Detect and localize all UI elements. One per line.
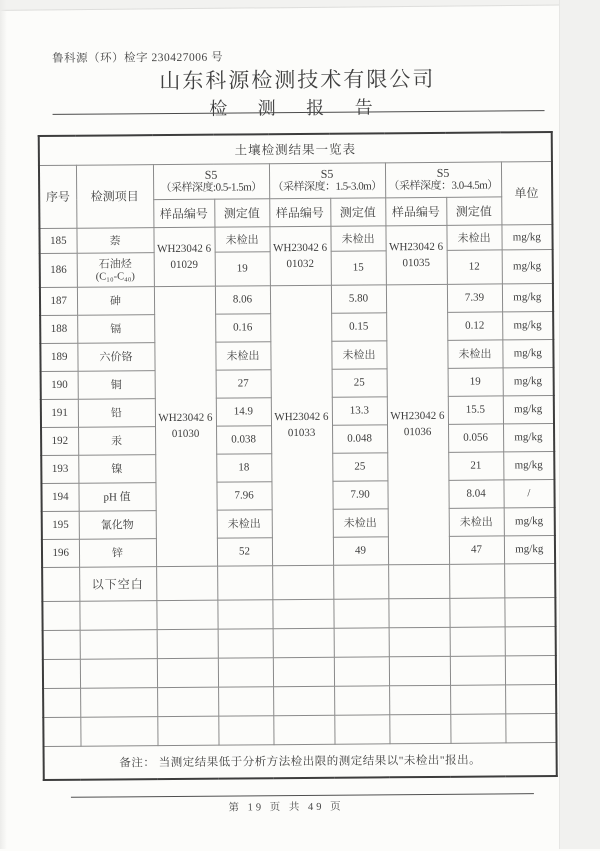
empty-row	[43, 713, 556, 746]
col-header-seq: 序号	[39, 165, 76, 228]
col-header-unit: 单位	[501, 161, 553, 224]
item-cell	[77, 252, 154, 287]
empty-cell	[156, 566, 217, 600]
empty-cell	[449, 597, 504, 626]
empty-cell	[333, 598, 388, 627]
value-cell: 0.056	[448, 423, 503, 451]
value-cell: 未检出	[446, 224, 501, 249]
empty-cell	[273, 686, 334, 715]
unit-cell: mg/kg	[503, 423, 554, 451]
value-cell: 0.16	[215, 313, 270, 341]
item-cell: 汞	[78, 426, 155, 455]
value-cell: 未检出	[215, 341, 270, 369]
empty-row	[42, 597, 555, 630]
seq-cell: 191	[41, 399, 78, 427]
empty-row	[43, 655, 556, 688]
unit-cell: mg/kg	[501, 224, 552, 249]
empty-cell	[42, 567, 79, 601]
empty-cell	[80, 629, 157, 659]
value-cell: 7.96	[216, 481, 271, 509]
value-cell: 25	[332, 368, 387, 396]
empty-cell	[43, 688, 80, 717]
value-cell: 13.3	[332, 396, 387, 424]
value-cell: 19	[215, 251, 270, 285]
value-cell: 7.90	[332, 480, 387, 508]
page-number: 第 19 页 共 49 页	[228, 801, 344, 814]
empty-cell	[450, 684, 505, 713]
empty-cell	[389, 656, 450, 685]
value-cell: 未检出	[449, 507, 504, 535]
empty-cell	[388, 598, 449, 627]
sample-id-cell: WH23042 601035	[385, 225, 446, 284]
sample-id-cell: WH23042 601032	[269, 226, 330, 285]
value-cell: 未检出	[333, 508, 388, 536]
empty-cell	[218, 657, 273, 686]
table-row	[40, 283, 553, 315]
group-site-label: S5	[204, 167, 218, 182]
unit-cell: mg/kg	[504, 507, 555, 535]
empty-cell	[43, 630, 80, 659]
value-cell: 8.04	[448, 479, 503, 507]
empty-cell	[157, 687, 218, 716]
item-cell: 砷	[77, 286, 154, 315]
item-name: 石油烃	[98, 258, 132, 271]
empty-cell	[333, 564, 388, 598]
item-cell: 萘	[76, 227, 153, 253]
value-cell: 15.5	[448, 395, 503, 423]
empty-cell	[80, 687, 157, 717]
value-cell: 未检出	[214, 226, 269, 251]
value-cell: 0.12	[447, 311, 502, 339]
value-cell: 14.9	[216, 397, 271, 425]
empty-cell	[218, 715, 273, 744]
empty-cell	[43, 717, 80, 746]
item-cell: pH 值	[78, 482, 155, 511]
seq-cell: 187	[40, 287, 77, 315]
empty-cell	[157, 658, 218, 687]
unit-cell: mg/kg	[503, 395, 554, 423]
col-header-value: 测定值	[446, 196, 501, 224]
value-cell: 0.038	[216, 425, 271, 453]
col-header-sample-no: 样品编号	[153, 199, 214, 227]
blank-note-cell: 以下空白	[79, 566, 156, 601]
empty-cell	[273, 715, 334, 744]
empty-cell	[80, 716, 157, 746]
seq-cell: 188	[40, 315, 77, 343]
empty-cell	[449, 563, 504, 597]
seq-cell: 190	[41, 371, 78, 399]
value-cell: 19	[448, 367, 503, 395]
header-row-groups	[39, 161, 552, 200]
group-header-s5-depth3	[385, 161, 501, 197]
value-cell: 27	[216, 369, 271, 397]
value-cell: 8.06	[215, 285, 270, 313]
value-cell: 未检出	[331, 340, 386, 368]
empty-cell	[389, 627, 450, 656]
seq-cell: 193	[41, 455, 78, 483]
sample-id-cell: WH23042 601029	[153, 227, 214, 286]
item-cell: 六价铬	[77, 342, 154, 371]
unit-cell: mg/kg	[502, 283, 553, 311]
empty-cell	[218, 628, 273, 657]
empty-cell	[504, 563, 555, 597]
empty-cell	[272, 599, 333, 628]
empty-cell	[450, 626, 505, 655]
unit-cell: mg/kg	[502, 311, 553, 339]
empty-cell	[42, 601, 79, 630]
seq-cell: 194	[41, 483, 78, 511]
unit-cell: mg/kg	[502, 339, 553, 367]
empty-cell	[273, 628, 334, 657]
empty-cell	[79, 600, 156, 630]
unit-cell: mg/kg	[504, 535, 555, 563]
empty-cell	[505, 626, 556, 655]
group-header-s5-depth1	[153, 163, 269, 199]
value-cell: 21	[448, 451, 503, 479]
seq-cell: 196	[42, 539, 79, 567]
value-cell: 未检出	[217, 509, 272, 537]
empty-cell	[505, 655, 556, 684]
sample-id-cell: WH23042 601033	[270, 285, 333, 565]
seq-cell: 195	[42, 511, 79, 539]
empty-cell	[156, 600, 217, 629]
report-number: 鲁科源（环）检字 230427006 号	[52, 51, 224, 65]
empty-cell	[218, 686, 273, 715]
col-header-sample-no: 样品编号	[269, 198, 330, 226]
value-cell: 25	[332, 452, 387, 480]
empty-cell	[272, 565, 333, 599]
item-cell: 氰化物	[79, 510, 156, 539]
group-site-label: S5	[436, 165, 450, 180]
empty-cell	[450, 713, 505, 742]
empty-cell	[334, 714, 389, 743]
item-cell: 镉	[77, 314, 154, 343]
results-table	[38, 131, 558, 781]
seq-cell: 186	[40, 253, 77, 287]
value-cell: 7.39	[447, 283, 502, 311]
empty-cell	[388, 564, 449, 598]
group-depth-label: （采样深度：1.5-3.0m）	[272, 180, 382, 194]
unit-cell: mg/kg	[502, 249, 553, 283]
empty-cell	[80, 658, 157, 688]
value-cell: 18	[216, 453, 271, 481]
unit-cell: /	[503, 479, 554, 507]
seq-cell: 192	[41, 427, 78, 455]
company-name: 山东科源检测技术有限公司	[159, 66, 436, 94]
empty-cell	[389, 714, 450, 743]
value-cell: 5.80	[331, 284, 386, 312]
unit-cell: mg/kg	[503, 451, 554, 479]
group-site-label: S5	[320, 166, 334, 181]
value-cell: 52	[217, 537, 272, 565]
empty-cell	[157, 629, 218, 658]
value-cell: 未检出	[330, 225, 385, 250]
seq-cell: 185	[39, 228, 76, 253]
empty-cell	[43, 659, 80, 688]
empty-cell	[217, 565, 272, 599]
item-cell: 铜	[78, 370, 155, 399]
value-cell: 0.15	[331, 312, 386, 340]
empty-cell	[505, 684, 556, 713]
document-title: 检 测 报 告	[209, 97, 386, 119]
item-formula: (C₁₀-C₄₀)	[95, 271, 135, 283]
empty-cell	[505, 713, 556, 742]
group-header-s5-depth2	[269, 162, 385, 198]
empty-cell	[450, 655, 505, 684]
empty-row	[43, 626, 556, 659]
table-title: 土壤检测结果一览表	[39, 132, 552, 165]
group-depth-label: （采样深度:0.5-1.5m）	[160, 181, 262, 195]
seq-cell: 189	[40, 343, 77, 371]
value-cell: 15	[331, 250, 386, 284]
remark-row	[44, 742, 557, 780]
value-cell: 47	[449, 535, 504, 563]
sample-id-cell: WH23042 601030	[154, 286, 217, 566]
blank-note-row	[42, 563, 555, 601]
value-cell: 未检出	[447, 339, 502, 367]
empty-cell	[273, 657, 334, 686]
value-cell: 0.048	[332, 424, 387, 452]
empty-cell	[334, 627, 389, 656]
col-header-value: 测定值	[214, 198, 269, 226]
empty-cell	[157, 716, 218, 745]
remark-cell: 备注： 当测定结果低于分析方法检出限的测定结果以"未检出"报出。	[44, 742, 557, 780]
value-cell: 49	[333, 536, 388, 564]
item-cell: 铅	[78, 398, 155, 427]
empty-cell	[217, 599, 272, 628]
item-cell: 锌	[79, 538, 156, 567]
sample-id-cell: WH23042 601036	[386, 284, 449, 564]
unit-cell: mg/kg	[503, 367, 554, 395]
empty-cell	[334, 656, 389, 685]
empty-cell	[389, 685, 450, 714]
table-title-row	[39, 132, 552, 165]
item-cell: 镍	[78, 454, 155, 483]
col-header-value: 测定值	[330, 197, 385, 225]
col-header-sample-no: 样品编号	[385, 197, 446, 225]
empty-row	[43, 684, 556, 717]
group-depth-label: （采样深度：3.0-4.5m）	[388, 179, 498, 193]
empty-cell	[504, 597, 555, 626]
empty-cell	[334, 685, 389, 714]
col-header-item: 检测项目	[76, 164, 153, 228]
value-cell: 12	[447, 249, 502, 283]
